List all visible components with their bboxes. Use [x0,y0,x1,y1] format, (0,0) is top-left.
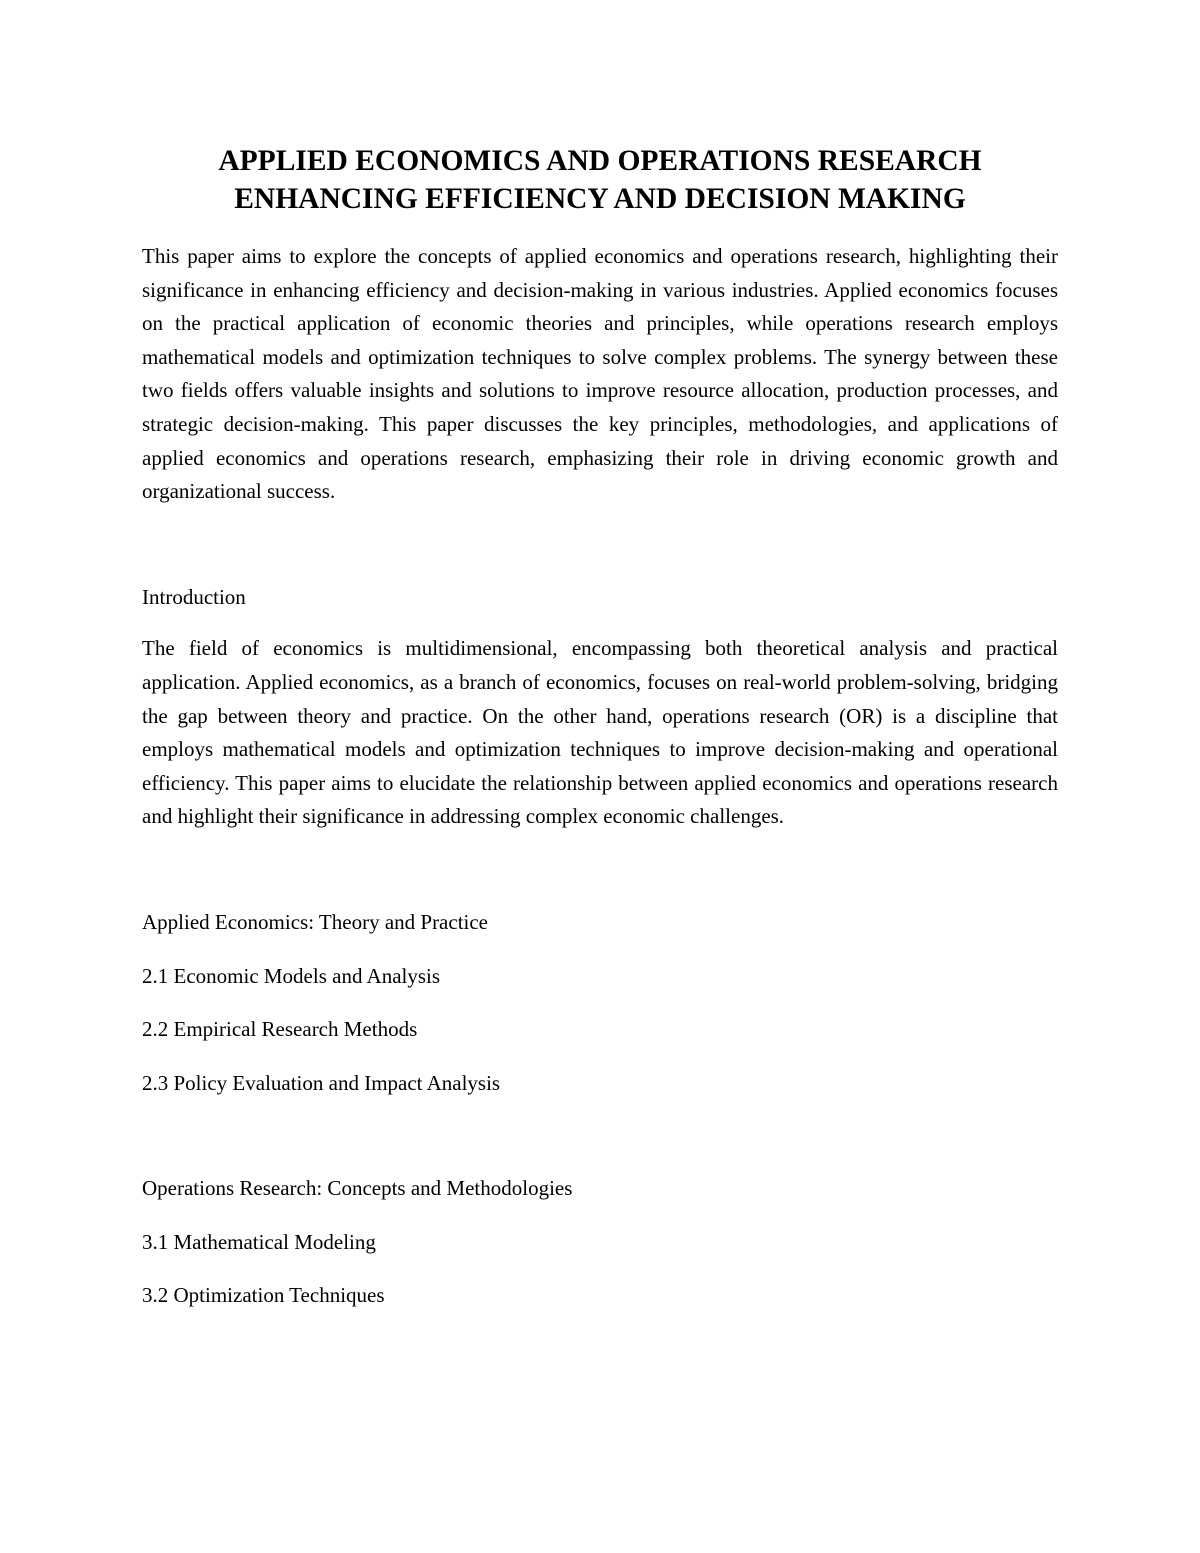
section-3-1: 3.1 Mathematical Modeling [142,1229,376,1254]
abstract-paragraph: This paper aims to explore the concepts of applied economics and operations research, highlighting their significance in enhancing efficiency and decision-making in various industries. Applied economics focuses on the practical application of economic theories and principles, while operations research employs mathematical models and optimization techniques to solve complex problems. The synergy between these two fields offers valuable insights and solutions to improve resource allocation, production processes, and strategic decision-making. This paper discusses the key principles, methodologies, and applications of applied economics and operations research, emphasizing their role in driving economic growth and organizational success. [142,244,1058,504]
section-3-2: 3.2 Optimization Techniques [142,1283,385,1308]
title-line-2: ENHANCING EFFICIENCY AND DECISION MAKING [234,183,966,215]
section-3-heading: Operations Research: Concepts and Methodologies [142,1176,573,1201]
introduction-paragraph: The field of economics is multidimensional, encompassing both theoretical analysis and practical application. Applied economics, as a branch of economics, focuses on real-world problem-solving, bridging the gap between theory and practice. On the other hand, operations research (OR) is a discipline that employs mathematical models and optimization techniques to improve decision-making and operational efficiency. This paper aims to elucidate the relationship between applied economics and operations research and highlight their significance in addressing complex economic challenges. [142,636,1058,829]
paper-title [142,142,1058,218]
introduction-heading: Introduction [142,584,246,609]
title-line-1: APPLIED ECONOMICS AND OPERATIONS RESEARCH [218,145,982,177]
section-2-1: 2.1 Economic Models and Analysis [142,963,441,988]
section-2-3: 2.3 Policy Evaluation and Impact Analysis [142,1070,501,1095]
section-2-heading: Applied Economics: Theory and Practice [142,909,489,934]
section-2-2: 2.2 Empirical Research Methods [142,1017,418,1042]
document-page [142,142,1058,1313]
